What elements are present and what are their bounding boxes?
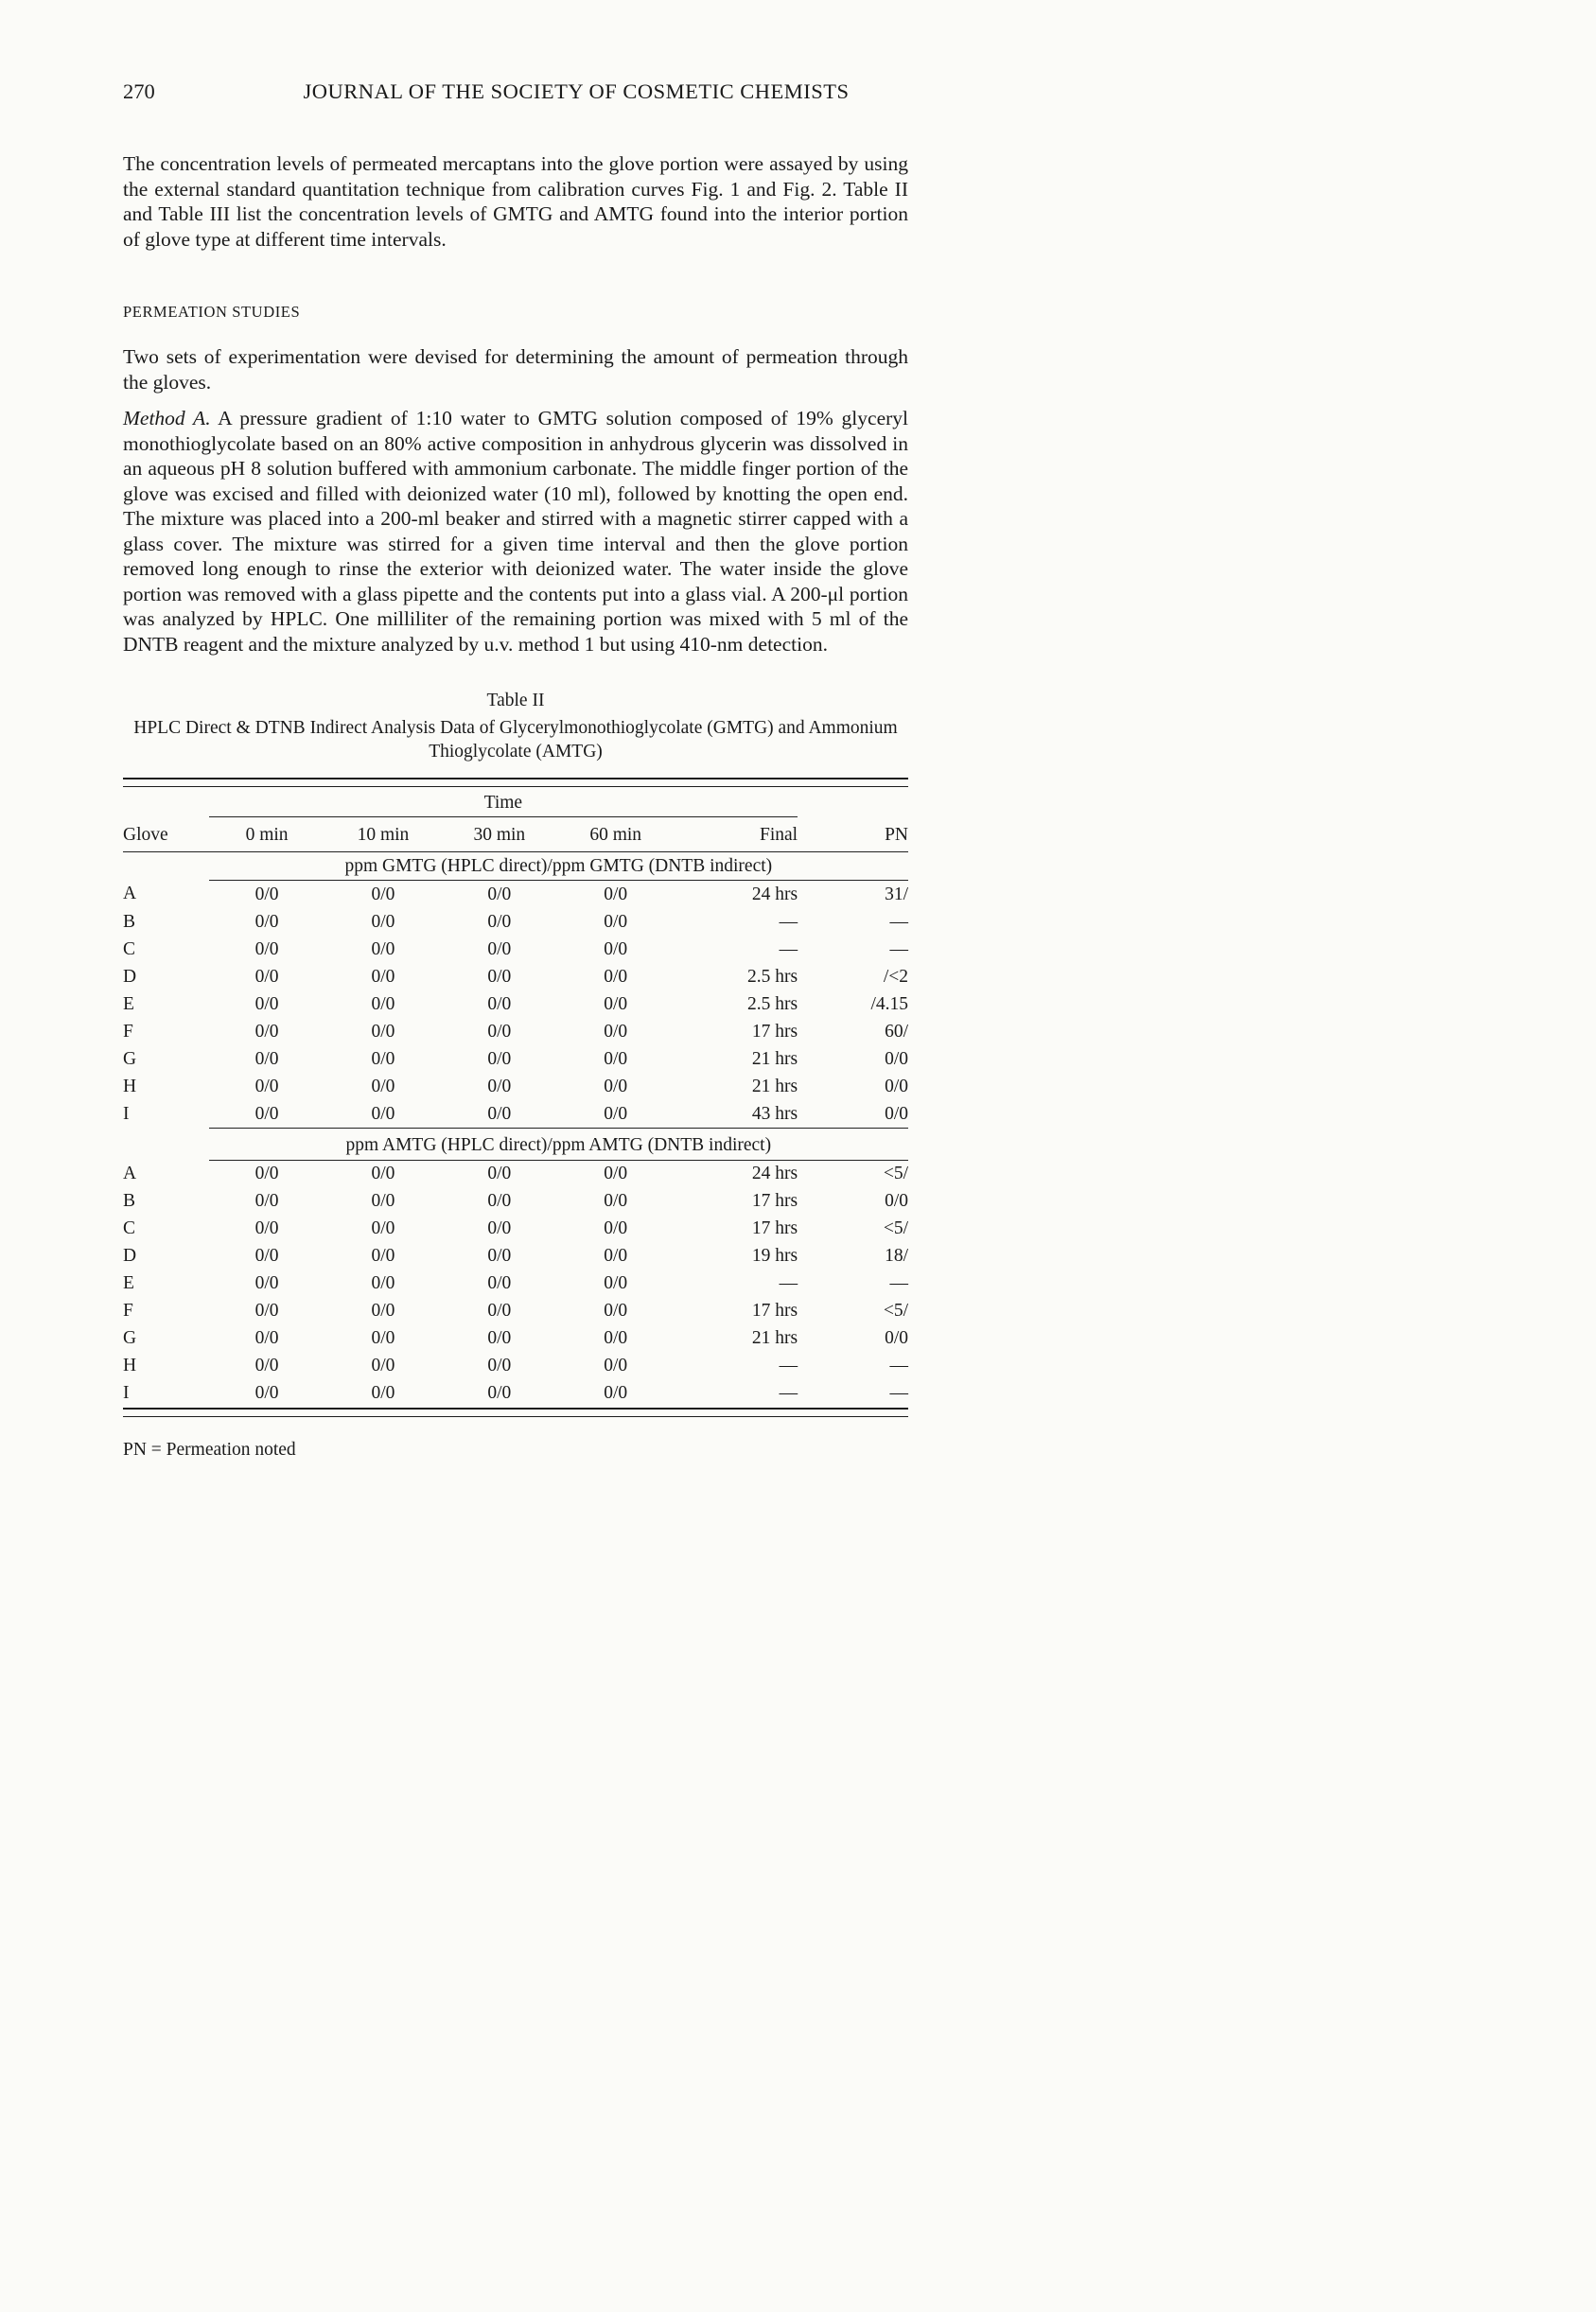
table-cell: 0/0: [885, 1191, 908, 1211]
table-cell: 0/0: [487, 1356, 512, 1375]
table-cell: 0/0: [885, 1328, 908, 1348]
table-footnote: PN = Permeation noted: [123, 1439, 296, 1460]
table-caption-line1: HPLC Direct & DTNB Indirect Analysis Data of Glycerylmonothioglycolate (GMTG) and Ammonium: [133, 718, 898, 738]
table-cell: 0/0: [371, 1356, 395, 1375]
glove-label: F: [123, 1301, 133, 1321]
permeation-intro-paragraph: Two sets of experimentation were devised for determining the amount of permeation through the gloves.: [123, 345, 908, 394]
col-header-final: Final: [674, 817, 798, 852]
table-cell: 0/0: [254, 966, 279, 987]
table-cell: <5/: [883, 1301, 908, 1321]
table-cell: 0/0: [604, 1328, 628, 1348]
table-caption: [123, 716, 908, 763]
table-cell: 0/0: [487, 938, 512, 959]
time-header-row: [123, 787, 908, 817]
table-cell: <5/: [883, 1218, 908, 1238]
table-cell: 0/0: [487, 1021, 512, 1042]
table-subheader-row: [123, 1129, 908, 1161]
time-row-spacer-left: [123, 787, 209, 817]
table-cell: 0/0: [371, 1164, 395, 1183]
table-cell: 17 hrs: [751, 1021, 798, 1042]
table-cell: 0/0: [254, 1356, 279, 1375]
table-cell: 0/0: [254, 1218, 279, 1238]
table-cell: 0/0: [604, 1218, 628, 1238]
table-cell: 0/0: [254, 911, 279, 932]
table-cell: 21 hrs: [751, 1328, 798, 1348]
table-2-block: [123, 691, 908, 1461]
table-cell: 18/: [885, 1246, 908, 1266]
table-cell: 0/0: [254, 938, 279, 959]
table-cell: 0/0: [254, 1273, 279, 1293]
table-title: Table II: [486, 691, 545, 710]
glove-label: G: [123, 1328, 137, 1348]
table-cell: 0/0: [487, 1328, 512, 1348]
table-cell: 0/0: [371, 1076, 395, 1096]
table-cell: 0/0: [371, 1218, 395, 1238]
table-row: [123, 963, 908, 990]
col-header-pn: PN: [798, 817, 908, 852]
table-cell: 0/0: [254, 1301, 279, 1321]
glove-label: A: [123, 884, 137, 904]
table-cell: 0/0: [604, 1048, 628, 1069]
glove-label: F: [123, 1021, 133, 1042]
table-subheader: ppm GMTG (HPLC direct)/ppm GMTG (DNTB indirect): [209, 852, 908, 881]
table-row: [123, 1325, 908, 1353]
table-cell: 24 hrs: [751, 1164, 798, 1183]
table-row: [123, 1216, 908, 1243]
table-cell: 60/: [885, 1021, 908, 1042]
table-cell: 0/0: [604, 1301, 628, 1321]
table-cell: <5/: [883, 1164, 908, 1183]
table-cell: 0/0: [371, 1048, 395, 1069]
table-cell: 0/0: [487, 993, 512, 1014]
table-cell: 0/0: [604, 911, 628, 932]
glove-label: D: [123, 1246, 137, 1266]
table-cell: —: [889, 1273, 908, 1293]
table-cell: —: [889, 938, 908, 959]
glove-label: I: [123, 1383, 130, 1403]
time-row-spacer-right: [798, 787, 908, 817]
table-cell: 0/0: [254, 1103, 279, 1124]
table-cell: 2.5 hrs: [746, 993, 798, 1014]
table-cell: —: [779, 1356, 798, 1375]
table-row: [123, 990, 908, 1018]
subheader-spacer: [123, 1129, 209, 1161]
table-cell: 0/0: [487, 1103, 512, 1124]
table-cell: 0/0: [604, 1103, 628, 1124]
table-cell: 0/0: [254, 1021, 279, 1042]
table-cell: 0/0: [254, 993, 279, 1014]
glove-label: C: [123, 938, 136, 959]
table-cell: 0/0: [487, 1076, 512, 1096]
table-row: [123, 1188, 908, 1216]
table-cell: 0/0: [487, 1273, 512, 1293]
table-cell: 0/0: [487, 1191, 512, 1211]
table-cell: 0/0: [371, 1021, 395, 1042]
page-number: 270: [123, 79, 155, 103]
table-cell: 0/0: [487, 1218, 512, 1238]
column-header-row: [123, 817, 908, 852]
table-cell: /4.15: [870, 993, 908, 1014]
time-header: Time: [209, 787, 798, 817]
table-row: [123, 1045, 908, 1073]
table-cell: 0/0: [885, 1048, 908, 1069]
table-cell: 0/0: [604, 1021, 628, 1042]
col-header-30min: 30 min: [441, 817, 557, 852]
table-cell: 21 hrs: [751, 1048, 798, 1069]
table-cell: 0/0: [371, 1328, 395, 1348]
table-cell: 0/0: [604, 1246, 628, 1266]
table-2: [123, 787, 908, 1408]
table-cell: 0/0: [254, 1328, 279, 1348]
table-cell: 0/0: [487, 1048, 512, 1069]
table-cell: 0/0: [604, 1164, 628, 1183]
table-cell: 0/0: [604, 1273, 628, 1293]
method-a-text: A pressure gradient of 1:10 water to GMTG solution composed of 19% glyceryl monothioglycolate based on an 80% active composition in anhydrous glycerin was dissolved in an aqueous pH 8 solution buffered with ammonium carbonate. The middle finger portion of the glove was excised and filled with deionized water (10 ml), followed by knotting the open end. The mixture was placed into a 200-ml beaker and stirred with a magnetic stirrer capped with a glass cover. The mixture was stirred for a given time interval and then the glove portion removed long enough to rinse the exterior with deionized water. The water inside the glove portion was removed with a glass pipette and the contents put into a glass vial. A 200-μl portion was analyzed by HPLC. One milliliter of the remaining portion was mixed with 5 ml of the DNTB reagent and the mixture analyzed by u.v. method 1 but using 410-nm detection.: [123, 407, 908, 656]
method-a-label: Method A.: [123, 407, 211, 429]
table-cell: 24 hrs: [751, 884, 798, 904]
table-cell: 0/0: [604, 938, 628, 959]
table-cell: 0/0: [604, 966, 628, 987]
intro-paragraph: The concentration levels of permeated mercaptans into the glove portion were assayed by using the external standard quantitation technique from calibration curves Fig. 1 and Fig. 2. Table II and Table III list the concentration levels of GMTG and AMTG found into the interior portion of glove type at different time intervals.: [123, 152, 908, 251]
table-cell: 2.5 hrs: [746, 966, 798, 987]
table-cell: 0/0: [371, 938, 395, 959]
glove-label: C: [123, 1218, 136, 1238]
table-row: [123, 1380, 908, 1408]
glove-label: B: [123, 1191, 136, 1211]
glove-label: E: [123, 1273, 134, 1293]
subheader-spacer: [123, 852, 209, 881]
table-cell: 0/0: [254, 884, 279, 904]
table-cell: 0/0: [487, 1164, 512, 1183]
glove-label: H: [123, 1356, 137, 1375]
glove-label: G: [123, 1048, 137, 1069]
page-content: [123, 79, 908, 1461]
table-cell: 0/0: [604, 1383, 628, 1403]
table-cell: 0/0: [371, 1103, 395, 1124]
section-heading-permeation-studies: PERMEATION STUDIES: [123, 303, 301, 321]
table-cell: 0/0: [254, 1246, 279, 1266]
table-cell: —: [889, 1356, 908, 1375]
journal-title: JOURNAL OF THE SOCIETY OF COSMETIC CHEMISTS: [303, 79, 850, 103]
table-cell: 0/0: [604, 1356, 628, 1375]
table-row: [123, 1018, 908, 1045]
glove-label: D: [123, 966, 137, 987]
table-cell: 0/0: [371, 884, 395, 904]
table-cell: 0/0: [885, 1076, 908, 1096]
table-cell: 0/0: [604, 993, 628, 1014]
table-cell: 0/0: [487, 911, 512, 932]
table-cell: 0/0: [371, 911, 395, 932]
table-cell: 0/0: [254, 1383, 279, 1403]
table-cell: 0/0: [487, 1383, 512, 1403]
col-header-10min: 10 min: [325, 817, 442, 852]
table-cell: 0/0: [487, 1301, 512, 1321]
table-row: [123, 908, 908, 936]
table-row: [123, 1100, 908, 1129]
glove-label: I: [123, 1103, 130, 1124]
table-cell: 0/0: [254, 1164, 279, 1183]
col-header-0min: 0 min: [209, 817, 325, 852]
table-cell: 0/0: [254, 1076, 279, 1096]
table-cell: 0/0: [254, 1191, 279, 1211]
table-row: [123, 1073, 908, 1100]
table-cell: —: [779, 1273, 798, 1293]
table-cell: 0/0: [371, 966, 395, 987]
table-cell: 0/0: [487, 884, 512, 904]
table-row: [123, 1270, 908, 1298]
table-row: [123, 936, 908, 963]
table-cell: 0/0: [487, 1246, 512, 1266]
table-cell: 0/0: [371, 1246, 395, 1266]
page-header: [123, 79, 908, 104]
glove-label: A: [123, 1163, 137, 1183]
table-cell: —: [779, 938, 798, 959]
table-cell: —: [779, 1383, 798, 1403]
table-cell: 19 hrs: [751, 1246, 798, 1266]
table-body: [123, 852, 908, 1408]
table-top-rule: [123, 778, 908, 787]
table-subheader: ppm AMTG (HPLC direct)/ppm AMTG (DNTB indirect): [209, 1129, 908, 1161]
glove-label: B: [123, 911, 136, 932]
table-cell: 21 hrs: [751, 1076, 798, 1096]
table-cell: 0/0: [371, 993, 395, 1014]
table-cell: 31/: [885, 884, 908, 904]
table-row: [123, 1160, 908, 1188]
table-row: [123, 1243, 908, 1270]
table-cell: 0/0: [885, 1103, 908, 1124]
table-cell: 17 hrs: [751, 1191, 798, 1211]
table-head: [123, 787, 908, 852]
table-subheader-row: [123, 852, 908, 881]
table-caption-line2: Thioglycolate (AMTG): [429, 742, 603, 762]
table-cell: 0/0: [371, 1383, 395, 1403]
table-cell: 0/0: [371, 1273, 395, 1293]
table-cell: 0/0: [487, 966, 512, 987]
glove-label: E: [123, 993, 134, 1014]
table-cell: 17 hrs: [751, 1301, 798, 1321]
table-cell: 0/0: [604, 1191, 628, 1211]
col-header-glove: Glove: [123, 817, 209, 852]
col-header-60min: 60 min: [557, 817, 674, 852]
table-cell: 0/0: [371, 1191, 395, 1211]
glove-label: H: [123, 1076, 137, 1096]
table-cell: 17 hrs: [751, 1218, 798, 1238]
table-cell: —: [889, 1383, 908, 1403]
table-row: [123, 881, 908, 909]
table-row: [123, 1298, 908, 1325]
table-row: [123, 1353, 908, 1380]
method-a-paragraph: [123, 406, 908, 657]
table-cell: —: [779, 911, 798, 932]
table-cell: 43 hrs: [751, 1103, 798, 1124]
table-cell: 0/0: [371, 1301, 395, 1321]
table-cell: 0/0: [254, 1048, 279, 1069]
table-cell: 0/0: [604, 884, 628, 904]
table-cell: /<2: [883, 966, 908, 987]
table-cell: —: [889, 911, 908, 932]
table-bottom-rule: [123, 1408, 908, 1417]
table-cell: 0/0: [604, 1076, 628, 1096]
